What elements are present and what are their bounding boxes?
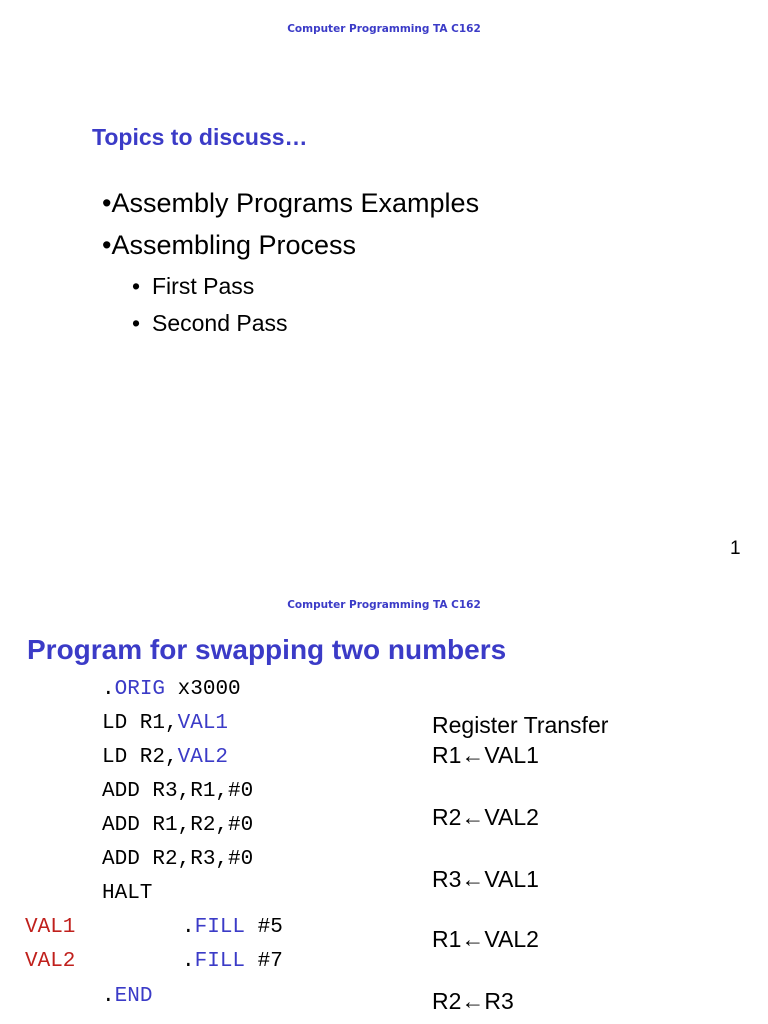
- code-keyword: FILL: [194, 916, 246, 939]
- register-transfer-step: R2←R3: [432, 988, 514, 1014]
- code-keyword: VAL1: [177, 712, 229, 735]
- code-keyword: END: [114, 985, 153, 1008]
- bullet-assembling-process: •Assembling Process: [102, 230, 357, 260]
- code-line-orig: [102, 678, 241, 701]
- code-line-add-r3: ADD R3,R1,#0: [102, 780, 254, 803]
- code-operand: #7: [245, 950, 283, 973]
- code-keyword: FILL: [194, 950, 246, 973]
- code-line-halt: HALT: [102, 882, 153, 905]
- code-line-fill-7: [182, 950, 283, 973]
- code-keyword: VAL2: [177, 746, 229, 769]
- bullet-dot-icon: •: [132, 273, 141, 299]
- code-dot: .: [102, 985, 115, 1008]
- register-transfer-step: R3←VAL1: [432, 866, 539, 892]
- code-dot: .: [182, 950, 195, 973]
- sub-bullet-label: First Pass: [152, 273, 255, 299]
- sub-bullet-second-pass: [132, 310, 288, 337]
- code-dot: .: [182, 916, 195, 939]
- code-line-add-r1: ADD R1,R2,#0: [102, 814, 254, 837]
- code-operand: #5: [245, 916, 283, 939]
- code-line-fill-5: [182, 916, 283, 939]
- code-label-val2: VAL2: [25, 950, 76, 973]
- code-instruction: LD R1,: [102, 712, 178, 735]
- slide1-header: Computer Programming TA C162: [287, 23, 481, 35]
- register-transfer-step: R1←VAL2: [432, 926, 539, 952]
- register-transfer-heading: Register Transfer: [432, 712, 609, 738]
- bullet-assembly-programs-examples: •Assembly Programs Examples: [102, 188, 480, 218]
- slide2-title: Program for swapping two numbers: [27, 634, 507, 665]
- code-operand: x3000: [165, 678, 241, 701]
- topics-title: Topics to discuss…: [92, 124, 308, 150]
- code-label-val1: VAL1: [25, 916, 76, 939]
- sub-bullet-label: Second Pass: [152, 310, 288, 336]
- code-instruction: LD R2,: [102, 746, 178, 769]
- slide2-header: Computer Programming TA C162: [287, 599, 481, 611]
- code-line-ld-r1: [102, 712, 228, 735]
- page-number: 1: [730, 538, 741, 559]
- code-line-end: [102, 985, 152, 1008]
- register-transfer-step: R1←VAL1: [432, 742, 539, 768]
- code-dot: .: [102, 678, 115, 701]
- code-line-add-r2: ADD R2,R3,#0: [102, 848, 254, 871]
- bullet-dot-icon: •: [132, 310, 141, 336]
- sub-bullet-first-pass: [132, 273, 254, 300]
- code-line-ld-r2: [102, 746, 228, 769]
- register-transfer-step: R2←VAL2: [432, 804, 539, 830]
- code-keyword: ORIG: [114, 678, 166, 701]
